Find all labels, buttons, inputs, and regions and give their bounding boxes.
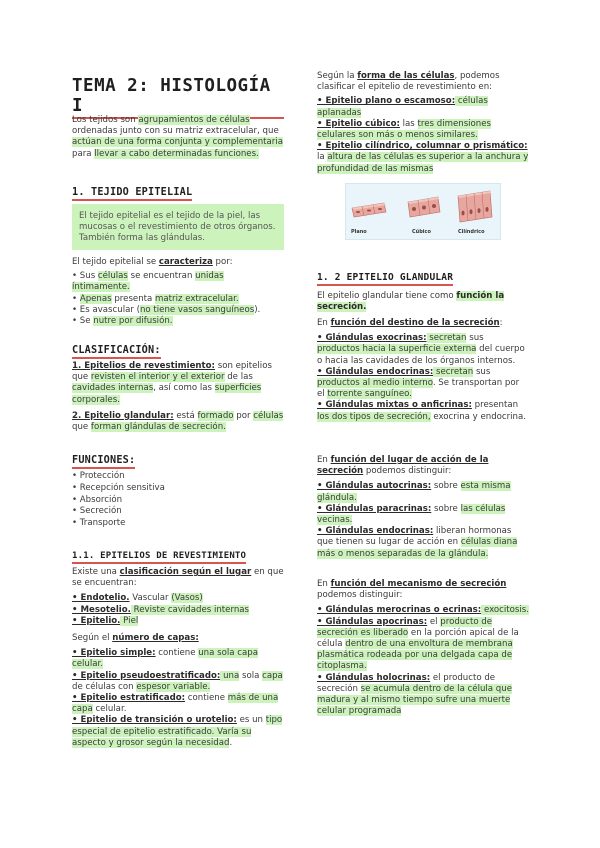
item-label: • Glándulas holocrinas: (317, 672, 431, 683)
item-highlight: células aplanadas (317, 96, 488, 118)
item-text: del cuerpo o hacia las cavidades de los órganos internos. (317, 344, 525, 366)
item-text: contiene (185, 693, 228, 704)
list-item (72, 715, 284, 749)
text: Existe una (72, 567, 120, 577)
item-highlight: tipo especial de epitelio estratificado. Varía su aspecto y grosor según la necesidad (72, 715, 283, 748)
text: En (317, 579, 331, 589)
figure-caption: Plano (351, 229, 367, 235)
figure-caption: Cilíndrico (458, 229, 485, 235)
item-highlight: (Vasos) (171, 593, 203, 604)
squamous-cells-icon (352, 203, 386, 217)
list-item (72, 605, 284, 616)
functions-list (72, 471, 284, 530)
item-text: el producto de secreción (317, 672, 496, 694)
list-item (317, 605, 529, 616)
item-text: las (399, 118, 418, 129)
item-text: , así como las (153, 383, 215, 394)
text: El epitelio glandular tiene como (317, 291, 457, 301)
keyword: función del lugar de acción de la secreción (317, 455, 489, 477)
bullet-text: ). (254, 304, 261, 315)
item-highlight: los dos tipos de secreción, (317, 411, 431, 422)
item-label: • Glándulas exocrinas: (317, 333, 427, 344)
item-text: sus (473, 366, 491, 377)
list-item (72, 411, 284, 433)
list-item (72, 305, 284, 316)
title-block (72, 76, 284, 119)
item-label: • Glándulas paracrinas: (317, 503, 432, 514)
destination-block (317, 318, 529, 423)
item-text: Vascular (129, 593, 172, 604)
classification-heading-block (72, 338, 284, 359)
item-highlight: forman glándulas de secreción. (90, 422, 226, 433)
text: podemos distinguir: (363, 466, 452, 477)
item-text: celular. (92, 704, 127, 715)
item-highlight: Piel (120, 615, 139, 626)
item-highlight: torrente sanguíneo. (327, 389, 412, 400)
item-label: • Glándulas endocrinas: (317, 526, 434, 537)
section-heading-epitelios-revestimiento: 1.1. EPITELIOS DE REVESTIMIENTO (72, 551, 246, 564)
item-highlight: productos al medio interno (317, 378, 433, 389)
char-end: por: (212, 257, 233, 267)
item-highlight: productos hacia la superficie externa (317, 344, 477, 355)
item-text: sus (466, 333, 484, 344)
intro-text: para (72, 148, 95, 159)
section-heading-clasificacion: CLASIFICACIÓN: (72, 345, 161, 359)
keyword-highlight: función la secreción. (317, 291, 505, 313)
bullet-text: • Sus (72, 271, 98, 282)
intro-text: ordenadas junto con su matriz extracelular, que (72, 126, 279, 137)
item-highlight: capa (262, 670, 283, 681)
list-item (317, 367, 529, 401)
list-item: • Secreción (72, 506, 122, 517)
classification-block (72, 361, 284, 433)
item-highlight: células (253, 410, 284, 421)
item-highlight: esta misma glándula. (317, 481, 511, 503)
section-heading-block (72, 180, 284, 201)
section-heading-tejido-epitelial: 1. TEJIDO EPITELIAL (72, 187, 192, 201)
list-item (72, 693, 284, 715)
item-highlight: Reviste cavidades internas (130, 604, 250, 615)
item-label: 1. Epitelios de revestimiento: (72, 361, 215, 371)
item-label: • Glándulas endocrinas: (317, 366, 434, 377)
item-text: de las (224, 372, 253, 383)
item-text: de células con (72, 681, 137, 692)
bullet-text: • (72, 293, 80, 304)
cuboidal-cells-icon (408, 197, 440, 217)
list-item (72, 316, 284, 327)
item-text: sola (239, 670, 263, 681)
item-label: • Glándulas apocrinas: (317, 616, 428, 627)
list-item: • Recepción sensitiva (72, 482, 165, 493)
bullet-highlight: células (97, 271, 128, 282)
item-label: • Epitelio pseudoestratificado: (72, 670, 221, 681)
list-item: • Transporte (72, 518, 126, 529)
item-label: • Glándulas mixtas o anficrinas: (317, 400, 472, 411)
action-place-block (317, 455, 529, 560)
item-label: 2. Epitelio glandular: (72, 410, 174, 421)
bullet-highlight: unidas íntimamente. (72, 271, 224, 293)
list-item (317, 333, 529, 367)
intro-highlight: llevar a cabo determinadas funciones. (94, 148, 259, 159)
item-text: es un (236, 715, 266, 726)
s11-heading-block (72, 543, 284, 564)
item-text: en la porción apical de la célula (317, 627, 519, 650)
bullet-text: presenta (111, 293, 156, 304)
list-item (72, 671, 284, 693)
section-heading-epitelio-glandular: 1. 2 EPITELIO GLANDULAR (317, 272, 453, 286)
item-label: • Mesotelio. (72, 604, 131, 615)
item-label: • Epitelio plano o escamoso: (317, 96, 456, 107)
item-label: • Endotelio. (72, 593, 130, 604)
list-item: • Absorción (72, 494, 123, 505)
item-highlight: una (220, 670, 240, 681)
section-heading-funciones: FUNCIONES: (72, 455, 135, 469)
text: En (317, 318, 331, 328)
item-label: • Epitelio cúbico: (317, 118, 400, 129)
bullet-text: • Se (72, 316, 94, 327)
item-text: liberan hormonas que tienen su lugar de acción en (317, 526, 512, 548)
intro-highlight: actúan de una forma conjunta y complementaria (72, 137, 283, 148)
list-item (72, 616, 284, 627)
list-item (317, 673, 529, 718)
characteristics-block (72, 257, 284, 327)
item-highlight: formado (197, 410, 234, 421)
item-label: • Epitelio estratificado: (72, 693, 186, 704)
text: podemos distinguir: (317, 590, 403, 601)
text: En (317, 455, 331, 465)
bullet-highlight: matriz extracelular. (155, 293, 239, 304)
item-highlight: células diana más o menos separadas de la glándula. (317, 537, 518, 559)
item-text: contiene (155, 648, 199, 659)
keyword: clasificación según el lugar (119, 567, 252, 577)
char-keyword: caracteriza (158, 257, 213, 267)
s12-heading-block (317, 265, 529, 286)
item-highlight: espesor variable. (136, 681, 211, 692)
item-label: • Epitelio simple: (72, 648, 156, 659)
mechanism-block (317, 579, 529, 717)
item-text: que (72, 422, 91, 433)
item-text: exocrina y endocrina. (430, 411, 527, 422)
list-item (317, 526, 529, 560)
bullet-text: se encuentran (127, 271, 196, 282)
item-label: • Epitelio cilíndrico, columnar o prismático: (317, 141, 528, 152)
keyword: función del destino de la secreción (330, 318, 500, 328)
text: Según el (72, 633, 113, 643)
item-label: • Epitelio. (72, 615, 121, 626)
epithelium-figure (345, 183, 501, 240)
item-label: • Glándulas merocrinas o ecrinas: (317, 605, 482, 616)
list-item (317, 481, 529, 503)
list-item (317, 400, 529, 422)
intro-highlight: agrupamientos de células (138, 115, 250, 125)
list-item (317, 96, 529, 118)
item-label: • Epitelio de transición o urotelio: (72, 715, 237, 726)
item-text: son epitelios que (72, 361, 272, 383)
intro-text: Los tejidos son (72, 115, 139, 125)
item-highlight: las células vecinas. (317, 503, 506, 526)
page-title: TEMA 2: HISTOLOGÍA I (72, 76, 284, 119)
item-text: está (173, 410, 198, 421)
item-highlight: exocitosis. (481, 605, 529, 616)
text: en que se encuentran: (72, 567, 284, 589)
text: : (499, 318, 503, 328)
text: , podemos clasificar el epitelio de revestimiento en: (317, 71, 500, 93)
item-highlight: dentro de una envoltura de membrana plasmática rodeada por una delgada capa de citoplasma. (317, 639, 513, 672)
list-item (317, 617, 529, 673)
definition-text: El tejido epitelial es el tejido de la piel, las mucosas o el revestimiento de otros órganos. También forma las glándulas. (79, 211, 276, 244)
item-highlight: superficies corporales. (72, 383, 262, 405)
item-highlight: una sola capa celular. (72, 648, 258, 670)
definition-box (72, 204, 284, 250)
columnar-cells-icon (458, 191, 492, 222)
char-intro: El tejido epitelial se (72, 257, 159, 267)
item-highlight: altura de las células es superior a la anchura y profundidad de las mismas (317, 152, 529, 174)
text: Según la (317, 71, 358, 81)
list-item (72, 593, 284, 604)
item-highlight: secretan (426, 333, 467, 344)
list-item (72, 361, 284, 406)
item-text: . Se transportan por el (317, 378, 520, 400)
keyword: forma de las células (357, 71, 455, 81)
item-highlight: producto de secreción es liberado (317, 616, 493, 638)
figure-caption: Cúbico (412, 229, 431, 235)
item-label: • Glándulas autocrinas: (317, 481, 432, 492)
item-text: la (317, 152, 328, 163)
list-item (72, 294, 284, 305)
item-text: sobre (431, 481, 461, 492)
functions-heading-block (72, 448, 284, 469)
list-item: • Protección (72, 471, 125, 481)
bullet-highlight: nutre por difusión. (93, 316, 173, 327)
item-text: el (427, 616, 441, 627)
item-highlight: cavidades internas (72, 383, 154, 394)
item-text: por (233, 410, 254, 421)
item-highlight: se acumula dentro de la célula que madura y al mismo tiempo sufre una muerte celular programada (317, 683, 512, 717)
bullet-text: • Es avascular ( (72, 304, 140, 315)
bullet-highlight: Apenas (79, 293, 112, 304)
keyword: función del mecanismo de secreción (330, 579, 507, 589)
item-highlight: más de una capa (72, 693, 279, 715)
item-text: sobre (431, 503, 461, 514)
intro-paragraph (72, 115, 284, 160)
location-block (72, 567, 284, 627)
item-highlight: revisten el interior y el exterior (90, 372, 225, 383)
list-item (317, 504, 529, 526)
list-item (317, 141, 529, 175)
layers-block (72, 633, 284, 749)
keyword: número de capas: (112, 633, 199, 643)
bullet-highlight: no tiene vasos sanguíneos (139, 304, 255, 315)
item-highlight: tres dimensiones celulares son más o menos similares. (317, 118, 492, 141)
item-highlight: secretan (433, 366, 474, 377)
item-text: . (229, 737, 233, 748)
shape-block (317, 71, 529, 175)
list-item (317, 119, 529, 141)
item-text: presentan (471, 400, 519, 411)
glandular-intro (317, 291, 529, 313)
list-item (72, 648, 284, 670)
list-item (72, 271, 284, 293)
